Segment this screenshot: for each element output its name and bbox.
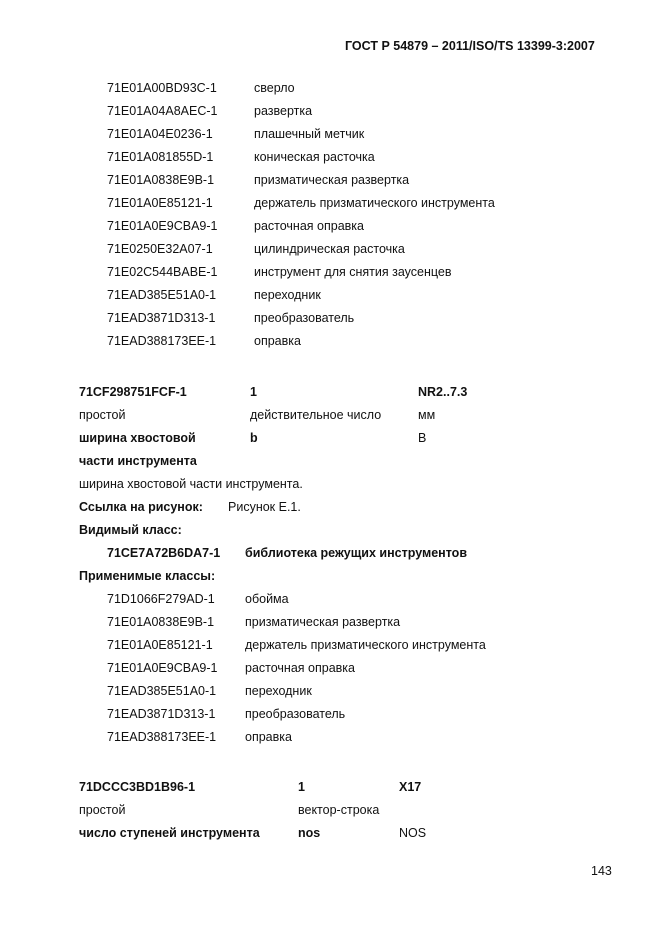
property-ref: NR2..7.3 — [418, 385, 468, 399]
class-name: держатель призматического инструмента — [254, 196, 495, 210]
class-name: переходник — [254, 288, 321, 302]
applicable-class-code: 71E01A0838E9B-1 — [107, 615, 215, 629]
class-name: развертка — [254, 104, 313, 118]
class-name: плашечный метчик — [254, 127, 365, 141]
class-code: 71E01A0E9CBA9-1 — [107, 219, 218, 233]
applicable-class-code: 71EAD388173EE-1 — [107, 730, 217, 744]
property-name: ширина хвостовой — [79, 431, 196, 445]
applicable-class-code: 71E01A0E85121-1 — [107, 638, 213, 652]
class-code: 71EAD388173EE-1 — [107, 334, 217, 348]
class-code: 71E01A081855D-1 — [107, 150, 214, 164]
visible-class-code: 71CE7A72B6DA7-1 — [107, 546, 221, 560]
applicable-class-name: расточная оправка — [245, 661, 355, 675]
property-ref: X17 — [399, 780, 422, 794]
applicable-class-name: обойма — [245, 592, 289, 606]
applicable-class-name: держатель призматического инструмента — [245, 638, 486, 652]
doc-header: ГОСТ Р 54879 – 2011/ISO/TS 13399-3:2007 — [345, 39, 595, 53]
property-definition: ширина хвостовой части инструмента. — [79, 477, 303, 491]
property-datatype: действительное число — [250, 408, 382, 422]
class-code: 71E01A00BD93C-1 — [107, 81, 217, 95]
class-name: коническая расточка — [254, 150, 375, 164]
property-symbol: b — [250, 431, 258, 445]
class-name: призматическая развертка — [254, 173, 410, 187]
applicable-class-code: 71EAD385E51A0-1 — [107, 684, 217, 698]
class-name: преобразователь — [254, 311, 355, 325]
class-code: 71EAD3871D313-1 — [107, 311, 216, 325]
visible-class-label: Видимый класс: — [79, 523, 182, 537]
property-symbol: nos — [298, 826, 321, 840]
applicable-classes-label: Применимые классы: — [79, 569, 216, 583]
property-unit: мм — [418, 408, 436, 422]
property-type: простой — [79, 803, 126, 817]
figure-ref-label: Ссылка на рисунок: — [79, 500, 203, 514]
property-version: 1 — [250, 385, 257, 399]
property-datatype: вектор-строка — [298, 803, 380, 817]
class-code: 71EAD385E51A0-1 — [107, 288, 217, 302]
class-name: цилиндрическая расточка — [254, 242, 405, 256]
class-code: 71E01A04E0236-1 — [107, 127, 213, 141]
figure-ref-value: Рисунок Е.1. — [228, 500, 301, 514]
applicable-class-code: 71E01A0E9CBA9-1 — [107, 661, 218, 675]
class-code: 71E01A04A8AEC-1 — [107, 104, 218, 118]
property-short-name: B — [418, 431, 427, 445]
applicable-class-code: 71EAD3871D313-1 — [107, 707, 216, 721]
class-code: 71E01A0838E9B-1 — [107, 173, 215, 187]
property-version: 1 — [298, 780, 305, 794]
page-number: 143 — [591, 864, 612, 878]
applicable-class-code: 71D1066F279AD-1 — [107, 592, 215, 606]
property-name-cont: части инструмента — [79, 454, 197, 468]
class-name: расточная оправка — [254, 219, 364, 233]
property-code: 71CF298751FCF-1 — [79, 385, 187, 399]
property-code: 71DCCC3BD1B96-1 — [79, 780, 196, 794]
applicable-class-name: оправка — [245, 730, 292, 744]
class-code: 71E02C544BABE-1 — [107, 265, 218, 279]
visible-class-name: библиотека режущих инструментов — [245, 546, 468, 560]
class-name: оправка — [254, 334, 301, 348]
class-name: инструмент для снятия заусенцев — [254, 265, 452, 279]
property-name: число ступеней инструмента — [79, 826, 260, 840]
property-type: простой — [79, 408, 126, 422]
applicable-class-name: переходник — [245, 684, 312, 698]
applicable-class-name: призматическая развертка — [245, 615, 401, 629]
class-code: 71E0250E32A07-1 — [107, 242, 213, 256]
property-short-name: NOS — [399, 826, 427, 840]
applicable-class-name: преобразователь — [245, 707, 346, 721]
class-code: 71E01A0E85121-1 — [107, 196, 213, 210]
class-name: сверло — [254, 81, 295, 95]
